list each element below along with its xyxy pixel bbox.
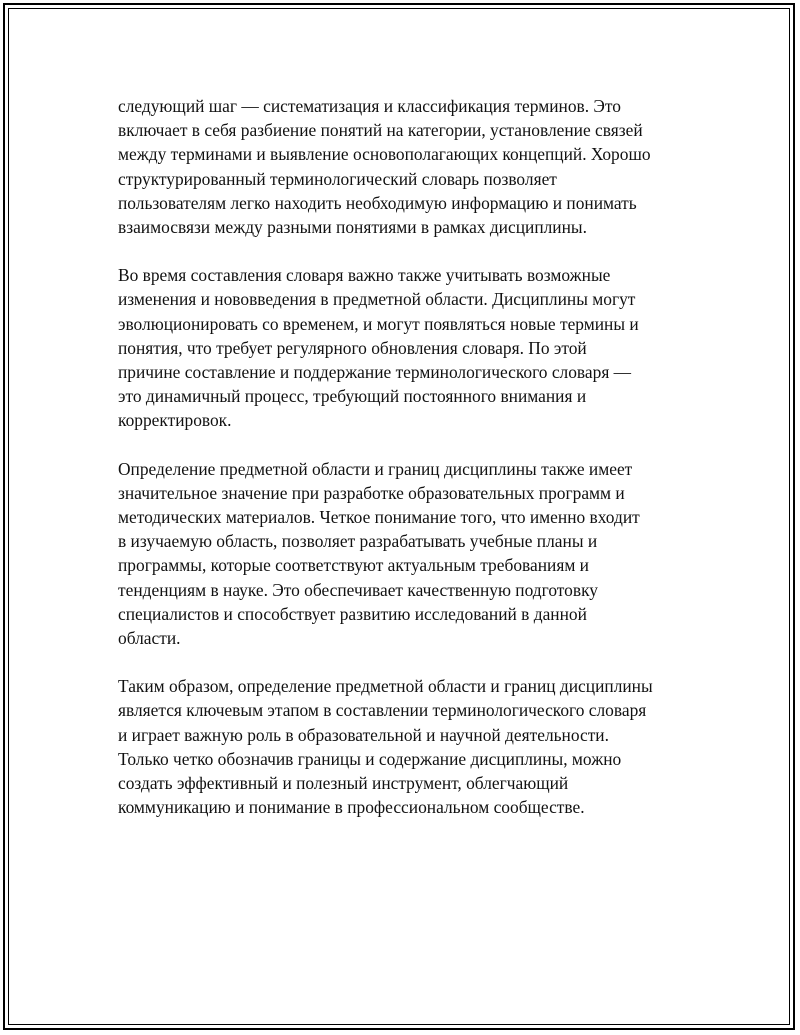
text-line: структурированный терминологический словарь позволяет bbox=[118, 168, 557, 189]
text-line: понятия, что требует регулярного обновления словаря. По этой bbox=[118, 337, 587, 358]
text-line: тенденциям в науке. Это обеспечивает качественную подготовку bbox=[118, 579, 598, 600]
text-line: причине составление и поддержание терминологического словаря — bbox=[118, 362, 632, 383]
text-line: программы, которые соответствуют актуальным требованиям и bbox=[118, 555, 589, 576]
paragraph-2 bbox=[118, 263, 698, 432]
text-line: корректировок. bbox=[118, 410, 232, 431]
text-line: является ключевым этапом в составлении терминологического словаря bbox=[118, 700, 647, 721]
text-line: изменения и нововведения в предметной области. Дисциплины могут bbox=[118, 289, 636, 310]
text-line: Только четко обозначив границы и содержание дисциплины, можно bbox=[118, 748, 622, 769]
paragraph-1 bbox=[118, 94, 698, 239]
text-line: создать эффективный и полезный инструмент, облегчающий bbox=[118, 773, 569, 794]
text-line: Во время составления словаря важно также учитывать возможные bbox=[118, 265, 611, 286]
text-line: и играет важную роль в образовательной и научной деятельности. bbox=[118, 724, 609, 745]
text-line: пользователям легко находить необходимую информацию и понимать bbox=[118, 192, 637, 213]
text-line: в изучаемую область, позволяет разрабатывать учебные планы и bbox=[118, 531, 598, 552]
text-line: коммуникацию и понимание в профессиональном сообществе. bbox=[118, 797, 585, 818]
text-line: между терминами и выявление основополагающих концепций. Хорошо bbox=[118, 144, 651, 165]
text-line: Таким образом, определение предметной области и границ дисциплины bbox=[118, 676, 653, 697]
text-line: следующий шаг — систематизация и классификация терминов. Это bbox=[118, 96, 621, 116]
paragraph-3 bbox=[118, 457, 698, 651]
text-line: взаимосвязи между разными понятиями в рамках дисциплины. bbox=[118, 217, 587, 238]
text-line: включает в себя разбиение понятий на категории, установление связей bbox=[118, 120, 643, 141]
paragraph-4 bbox=[118, 674, 698, 819]
document-body bbox=[118, 94, 698, 843]
text-line: значительное значение при разработке образовательных программ и bbox=[118, 482, 625, 503]
text-line: области. bbox=[118, 628, 181, 649]
text-line: эволюционировать со временем, и могут появляться новые термины и bbox=[118, 313, 639, 334]
text-line: специалистов и способствует развитию исследований в данной bbox=[118, 603, 587, 624]
text-line: это динамичный процесс, требующий постоянного внимания и bbox=[118, 386, 587, 407]
text-line: методических материалов. Четкое понимание того, что именно входит bbox=[118, 507, 640, 528]
text-line: Определение предметной области и границ дисциплины также имеет bbox=[118, 458, 633, 479]
